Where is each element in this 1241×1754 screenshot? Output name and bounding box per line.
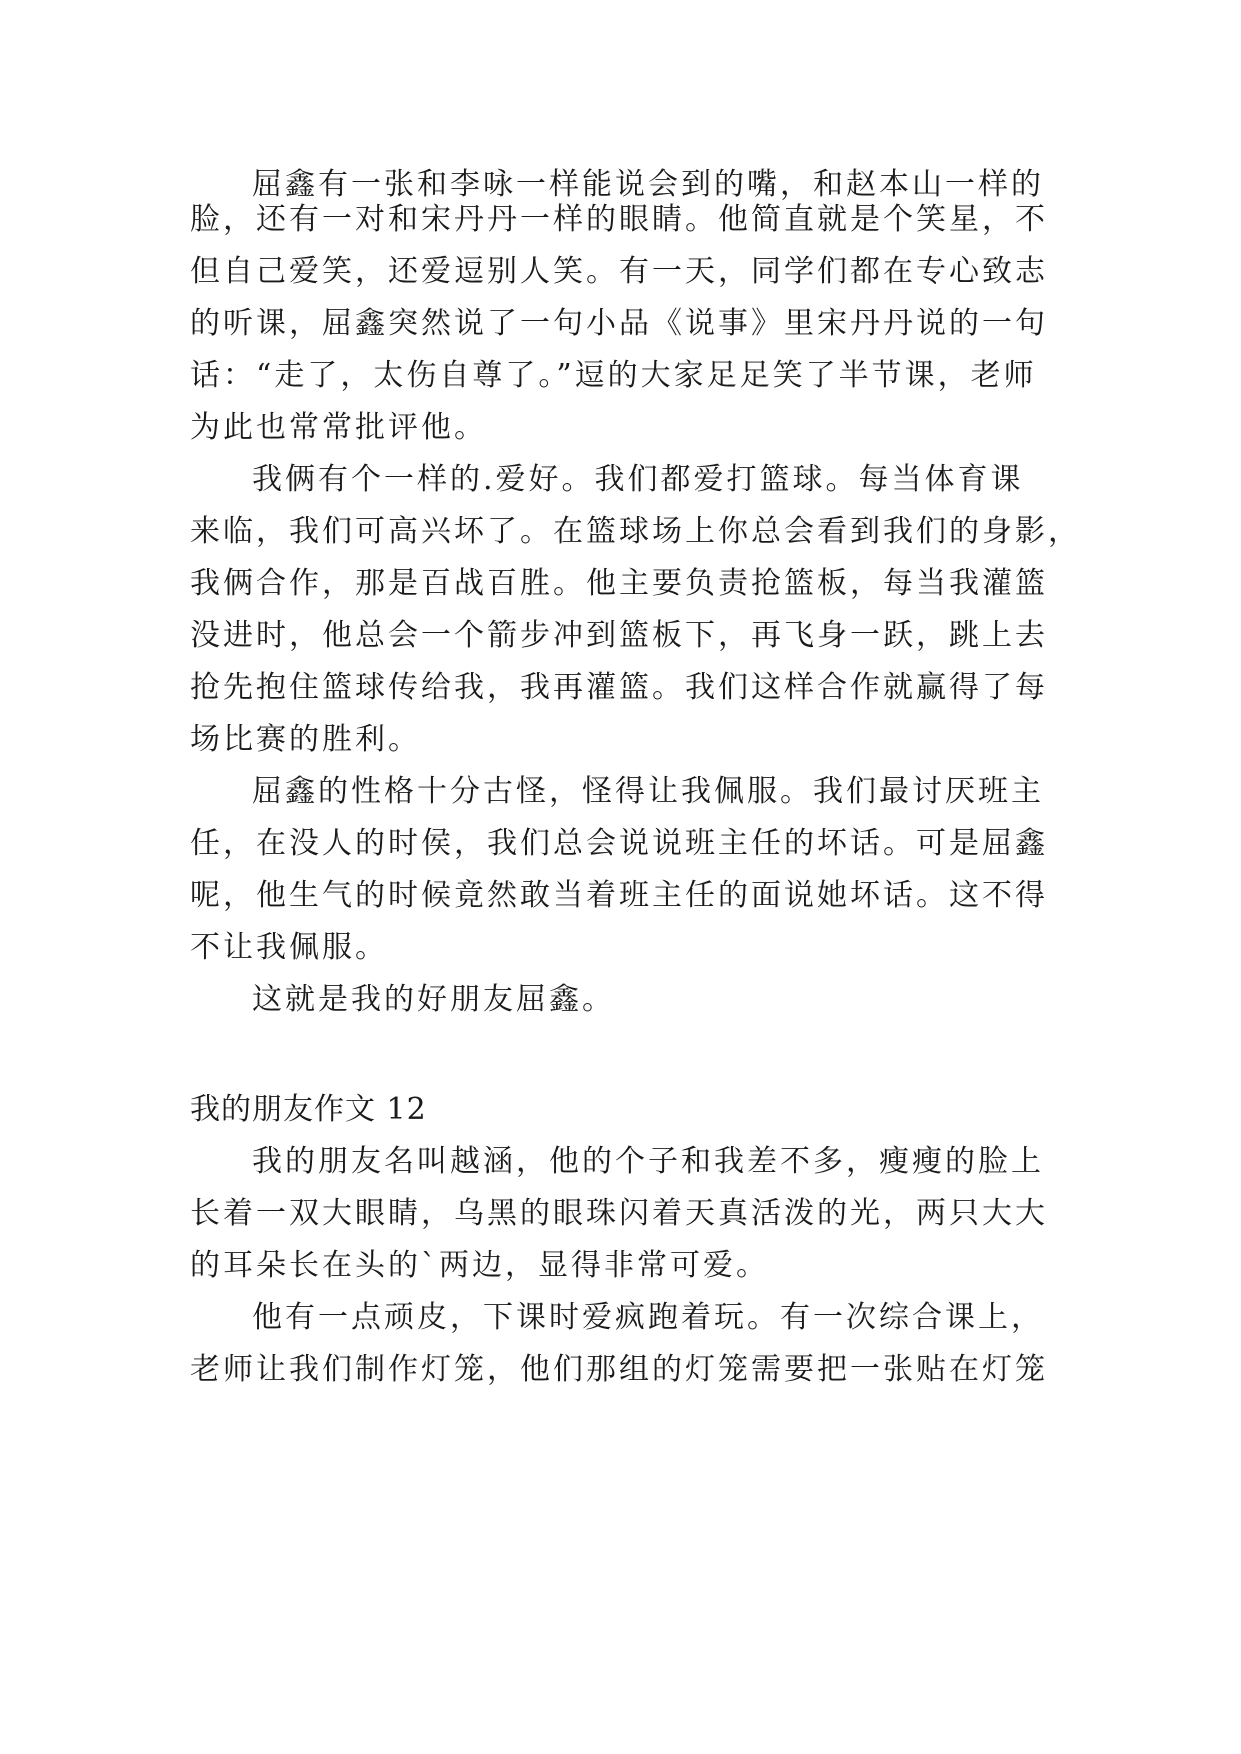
paragraph-line: 我的朋友名叫越涵，他的个子和我差不多，瘦瘦的脸上 xyxy=(252,1144,1044,1179)
paragraph-line: 这就是我的好朋友屈鑫。 xyxy=(252,982,615,1017)
paragraph-line: 老师让我们制作灯笼，他们那组的灯笼需要把一张贴在灯笼 xyxy=(190,1352,1048,1387)
paragraph-line: 任，在没人的时侯，我们总会说说班主任的坏话。可是屈鑫 xyxy=(190,826,1048,861)
paragraph-line: 我俩有个一样的.爱好。我们都爱打篮球。每当体育课 xyxy=(252,462,1024,497)
paragraph-line: 脸，还有一对和宋丹丹一样的眼睛。他简直就是个笑星，不 xyxy=(190,202,1048,237)
paragraph-line: 的耳朵长在头的`两边，显得非常可爱。 xyxy=(190,1248,769,1283)
paragraph-line: 不让我佩服。 xyxy=(190,930,388,965)
paragraph-line: 屈鑫的性格十分古怪，怪得让我佩服。我们最讨厌班主 xyxy=(252,774,1044,809)
paragraph-line: 场比赛的胜利。 xyxy=(190,722,421,757)
paragraph-line: 长着一双大眼睛，乌黑的眼珠闪着天真活泼的光，两只大大 xyxy=(190,1196,1048,1231)
paragraph-line: 我俩合作，那是百战百胜。他主要负责抢篮板，每当我灌篮 xyxy=(190,566,1048,601)
paragraph-line: 来临，我们可高兴坏了。在篮球场上你总会看到我们的身影， xyxy=(190,514,1081,549)
paragraph-line: 的听课，屈鑫突然说了一句小品《说事》里宋丹丹说的一句 xyxy=(190,306,1048,341)
paragraph-line: 没进时，他总会一个箭步冲到篮板下，再飞身一跃，跳上去 xyxy=(190,618,1048,653)
section-title: 我的朋友作文 12 xyxy=(190,1092,427,1127)
paragraph-line: 他有一点顽皮，下课时爱疯跑着玩。有一次综合课上， xyxy=(252,1300,1044,1335)
paragraph-line: 为此也常常批评他。 xyxy=(190,410,487,445)
paragraph-line: 屈鑫有一张和李咏一样能说会到的嘴，和赵本山一样的 xyxy=(252,167,1044,202)
paragraph-line: 呢，他生气的时候竟然敢当着班主任的面说她坏话。这不得 xyxy=(190,878,1048,913)
paragraph-line: 但自己爱笑，还爱逗别人笑。有一天，同学们都在专心致志 xyxy=(190,254,1048,289)
paragraph-line: 抢先抱住篮球传给我，我再灌篮。我们这样合作就赢得了每 xyxy=(190,670,1048,705)
paragraph-line: 话：“走了，太伤自尊了。”逗的大家足足笑了半节课，老师 xyxy=(190,358,1037,393)
